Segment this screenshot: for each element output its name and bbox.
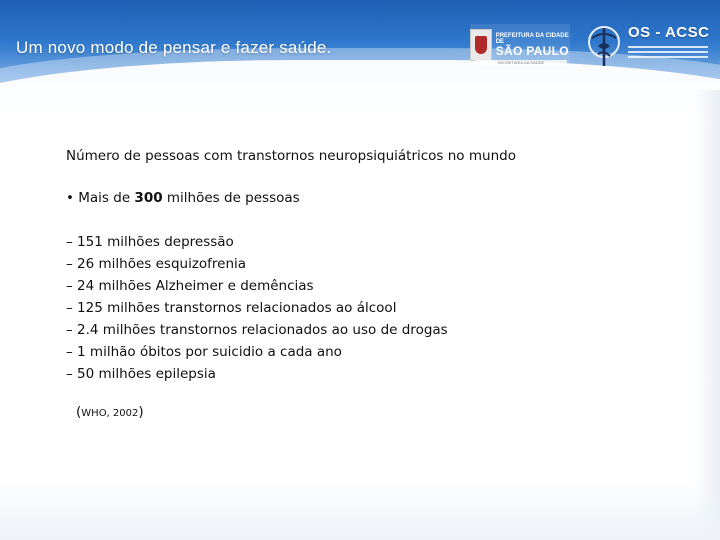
- bottom-shadow: [0, 480, 720, 540]
- citation-open: (: [76, 404, 82, 420]
- list-item: – 24 milhões Alzheimer e demências: [66, 278, 314, 294]
- stats-list: [66, 231, 666, 385]
- bullet-bold-number: 300: [134, 190, 163, 206]
- bullet-main: [66, 189, 666, 207]
- list-item: – 125 milhões transtornos relacionados ao álcool: [66, 300, 397, 316]
- list-item: – 50 milhões epilepsia: [66, 366, 216, 382]
- list-item: – 1 milhão óbitos por suicidio a cada ano: [66, 344, 342, 360]
- header-tagline: Um novo modo de pensar e fazer saúde.: [16, 38, 332, 57]
- bullet-prefix: • Mais de: [66, 190, 135, 206]
- list-item: – 26 milhões esquizofrenia: [66, 256, 247, 272]
- citation-source: WHO, 2002: [81, 408, 139, 419]
- os-acsc-logo: [586, 20, 712, 72]
- logo-sp-subtitle: SECRETARIA DA SAÚDE: [475, 60, 567, 66]
- os-acsc-title: OS - ACSC: [628, 24, 710, 41]
- list-item: – 151 milhões depressão: [66, 234, 234, 250]
- side-shadow: [694, 90, 720, 540]
- list-item: – 2.4 milhões transtornos relacionados ao uso de drogas: [66, 322, 448, 338]
- logo-sp-small-text: PREFEITURA DA CIDADE DE: [495, 33, 569, 45]
- citation: [66, 401, 666, 425]
- caduceus-icon: [586, 24, 622, 68]
- logo-sp-big-text: SÃO PAULO: [495, 44, 569, 58]
- city-emblem-icon: [470, 29, 492, 61]
- slide-content: [66, 147, 666, 425]
- slide-title: Número de pessoas com transtornos neuropsiquiátricos no mundo: [66, 148, 516, 164]
- citation-close: ): [138, 404, 144, 420]
- bullet-suffix: milhões de pessoas: [162, 190, 300, 206]
- os-acsc-subtext: [628, 46, 708, 61]
